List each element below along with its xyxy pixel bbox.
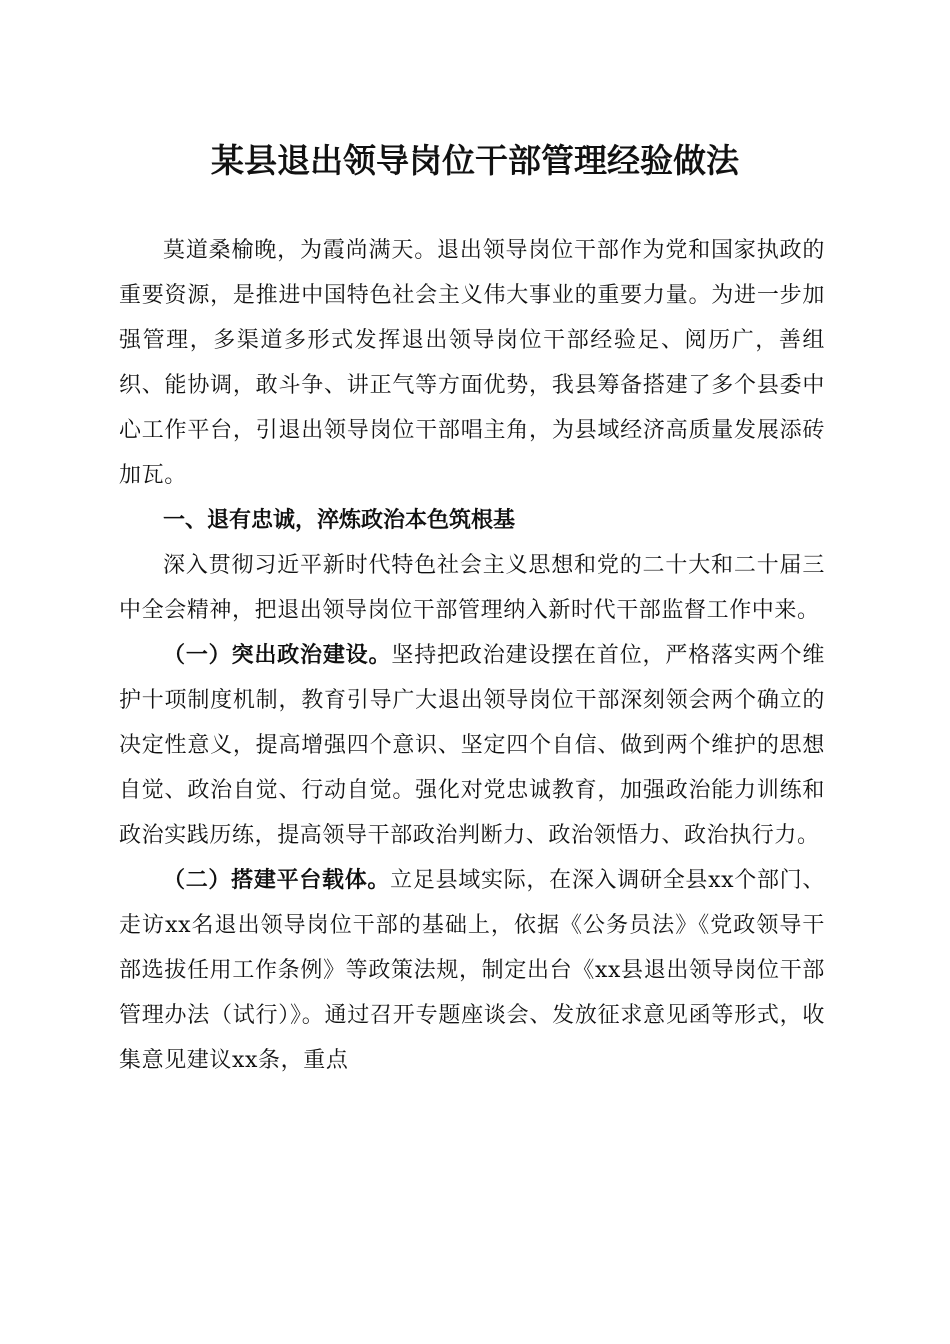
item-text-2: 立足县域实际，在深入调研全县xx个部门、走访xx名退出领导岗位干部的基础上，依据《公务员法》《党政领导干部选拔任用工作条例》等政策法规，制定出台《xx县退出领导岗位干部管理办法（试行）》。通过召开专题座谈会、发放征求意见函等形式，收集意见建议xx条，重点	[119, 868, 825, 1073]
item-lead-1: （一）突出政治建设。	[163, 642, 392, 668]
item-text-1: 坚持把政治建设摆在首位，严格落实两个维护十项制度机制，教育引导广大退出领导岗位干部深刻领会两个确立的决定性意义，提高增强四个意识、坚定四个自信、做到两个维护的思想自觉、政治自觉、行动自觉。强化对党忠诚教育，加强政治能力训练和政治实践历练，提高领导干部政治判断力、政治领悟力、政治执行力。	[119, 643, 825, 848]
section-heading: 一、退有忠诚，淬炼政治本色筑根基	[163, 508, 516, 533]
document-body	[119, 228, 825, 1083]
item-paragraph-1	[119, 633, 825, 858]
intro-paragraph: 莫道桑榆晚，为霞尚满天。退出领导岗位干部作为党和国家执政的重要资源，是推进中国特色社会主义伟大事业的重要力量。为进一步加强管理，多渠道多形式发挥退出领导岗位干部经验足、阅历广，善组织、能协调，敢斗争、讲正气等方面优势，我县筹备搭建了多个县委中心工作平台，引退出领导岗位干部唱主角，为县域经济高质量发展添砖加瓦。	[119, 238, 825, 488]
section-intro-paragraph: 深入贯彻习近平新时代特色社会主义思想和党的二十大和二十届三中全会精神，把退出领导岗位干部管理纳入新时代干部监督工作中来。	[119, 553, 825, 623]
item-lead-2: （二）搭建平台载体。	[163, 867, 391, 893]
document-title: 某县退出领导岗位干部管理经验做法	[211, 141, 739, 180]
item-paragraph-2	[119, 858, 825, 1083]
